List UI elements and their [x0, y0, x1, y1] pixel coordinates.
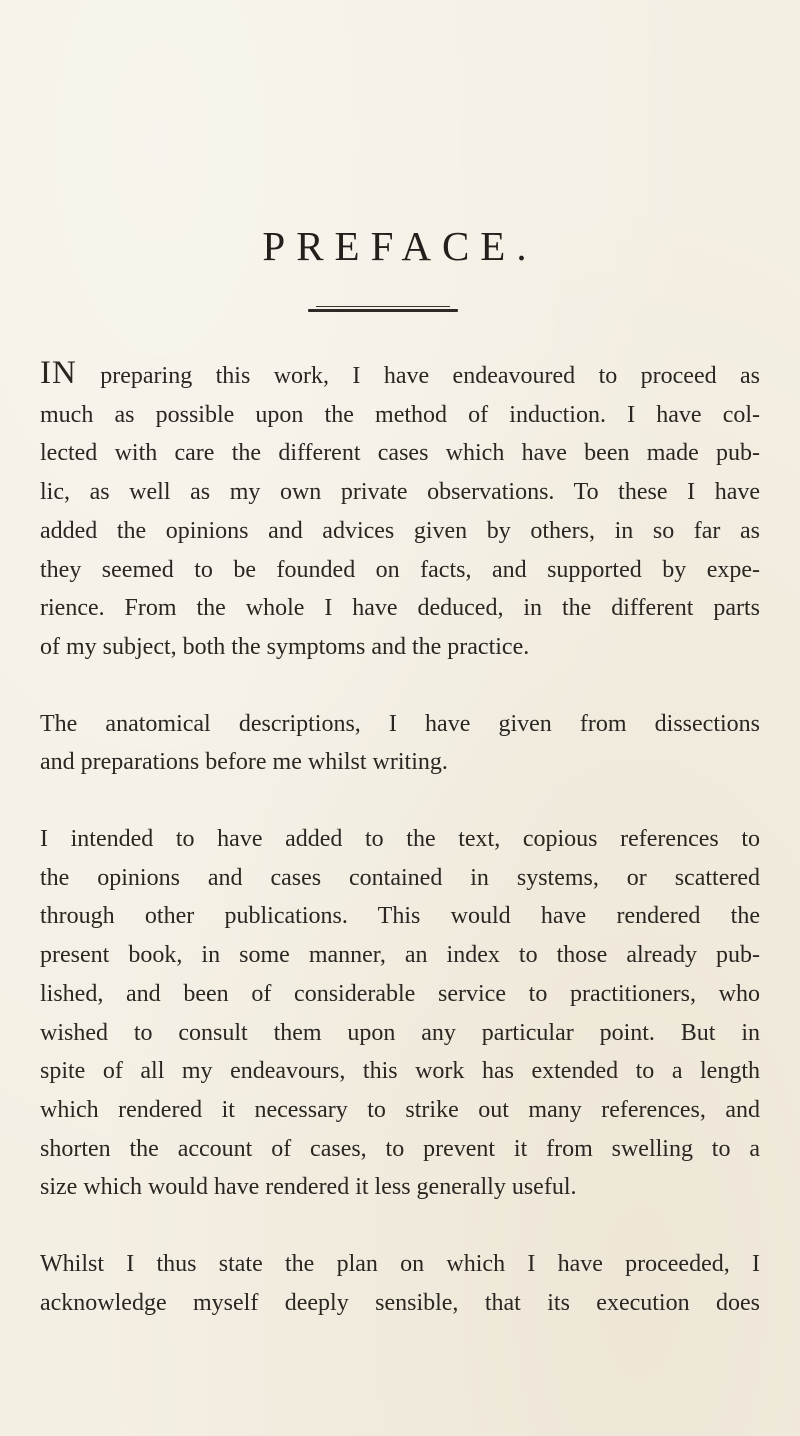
text-line: added the opinions and advices given by others, in so far as — [40, 517, 760, 544]
text-line: and preparations before me whilst writing. — [40, 749, 448, 776]
text-line: shorten the account of cases, to prevent it from swelling to a — [40, 1135, 760, 1162]
text-line: through other publications. This would have rendered the — [40, 903, 760, 930]
paragraph-2 — [40, 705, 760, 782]
text-line: lished, and been of considerable service to practitioners, who — [40, 980, 760, 1007]
text-line: Whilst I thus state the plan on which I have proceeded, I — [40, 1251, 760, 1278]
text-line: which rendered it necessary to strike out many references, and — [40, 1096, 760, 1123]
paragraph-1 — [40, 354, 760, 667]
text-line: rience. From the whole I have deduced, in the different parts — [40, 595, 760, 622]
text-line: spite of all my endeavours, this work has extended to a length — [40, 1058, 760, 1085]
text-line — [40, 354, 760, 396]
text-line: present book, in some manner, an index to those already pub- — [40, 942, 760, 969]
paragraph-4 — [40, 1245, 760, 1322]
first-line-rest: preparing this work, I have endeavoured to proceed as — [76, 363, 760, 389]
rule-thin-line — [316, 306, 450, 307]
text-line: acknowledge myself deeply sensible, that its execution does — [40, 1289, 760, 1316]
page-title: PREFACE. — [262, 223, 538, 269]
text-line: wished to consult them upon any particular point. But in — [40, 1019, 760, 1046]
text-line: The anatomical descriptions, I have given from dissections — [40, 710, 760, 737]
title-rule — [308, 306, 458, 314]
text-line: I intended to have added to the text, copious references to — [40, 826, 760, 853]
text-line: size which would have rendered it less generally useful. — [40, 1174, 577, 1201]
text-line: of my subject, both the symptoms and the practice. — [40, 633, 530, 660]
drop-cap: IN — [40, 355, 77, 391]
text-line: the opinions and cases contained in systems, or scattered — [40, 864, 760, 891]
text-line: much as possible upon the method of induction. I have col- — [40, 401, 760, 428]
text-line: lected with care the different cases which have been made pub- — [40, 440, 760, 467]
text-line: lic, as well as my own private observations. To these I have — [40, 479, 760, 506]
preface-text — [40, 354, 760, 1322]
rule-thick-line — [308, 309, 458, 312]
text-line: they seemed to be founded on facts, and supported by expe- — [40, 556, 760, 583]
paragraph-3 — [40, 820, 760, 1207]
